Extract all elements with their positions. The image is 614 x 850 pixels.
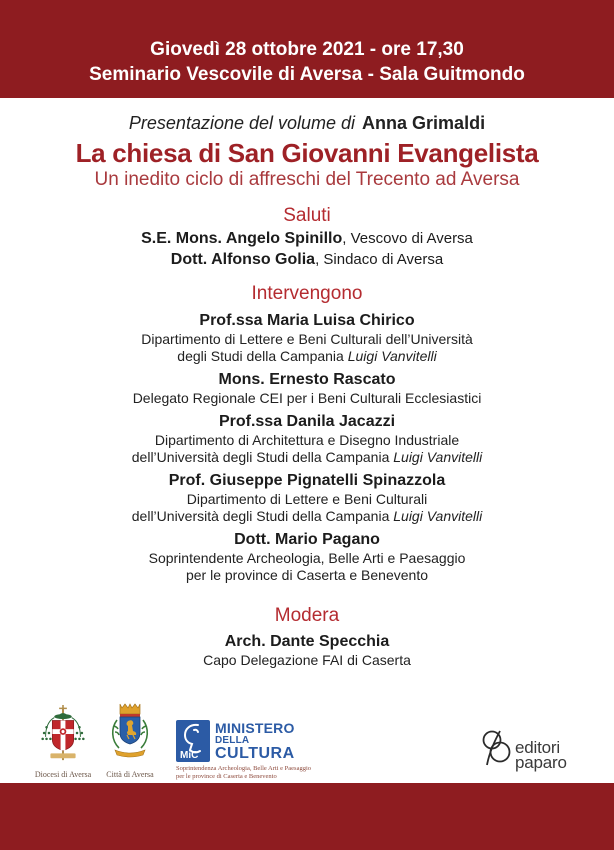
person-name: S.E. Mons. Angelo Spinillo bbox=[141, 230, 343, 247]
bottom-band bbox=[0, 783, 614, 850]
mic-wordmark-line2: DELLA bbox=[215, 734, 250, 746]
person-line bbox=[0, 228, 614, 249]
speaker-desc-line bbox=[0, 432, 614, 449]
mic-wordmark-line1: MINISTERO bbox=[215, 719, 295, 736]
desc-italic: Luigi Vanvitelli bbox=[393, 508, 483, 524]
citta-caption: Città di Aversa bbox=[106, 770, 154, 779]
desc-text: Delegato Regionale CEI per i Beni Culturali Ecclesiastici bbox=[132, 390, 482, 406]
diocesi-logo bbox=[34, 704, 92, 779]
citta-logo bbox=[103, 702, 157, 779]
book-title: La chiesa di San Giovanni Evangelista bbox=[75, 138, 539, 168]
speaker-block bbox=[0, 530, 614, 584]
desc-italic: Luigi Vanvitelli bbox=[347, 348, 437, 364]
desc-text: dell’Università degli Studi della Campania bbox=[131, 449, 394, 465]
desc-text: Dipartimento di Lettere e Beni Culturali bbox=[186, 491, 428, 507]
speaker-name: Prof.ssa Maria Luisa Chirico bbox=[199, 312, 415, 329]
mic-logo bbox=[176, 720, 356, 781]
mic-caption bbox=[176, 765, 356, 781]
speaker-desc-line bbox=[0, 567, 614, 584]
presentation-label: Presentazione del volume di bbox=[128, 113, 356, 133]
publisher-name bbox=[515, 740, 567, 771]
speaker-desc-line bbox=[0, 550, 614, 567]
citta-crest-icon bbox=[107, 702, 153, 764]
diocesi-crest-icon bbox=[37, 704, 89, 764]
mic-caption-line1: Soprintendenza Archeologia, Belle Arti e Paesaggio bbox=[176, 765, 312, 772]
event-date-line: Giovedì 28 ottobre 2021 - ore 17,30 bbox=[150, 39, 464, 60]
mic-logo-top bbox=[176, 720, 356, 762]
speaker-desc-line bbox=[0, 491, 614, 508]
desc-text: Dipartimento di Architettura e Disegno Industriale bbox=[154, 432, 460, 448]
publisher-name-line1: editori bbox=[515, 738, 560, 757]
paparo-logo bbox=[480, 728, 590, 771]
mic-wordmark-line3: CULTURA bbox=[215, 744, 295, 762]
mic-square-icon bbox=[176, 720, 210, 762]
speaker-desc-line bbox=[0, 390, 614, 407]
mic-square-label: MiC bbox=[180, 750, 199, 761]
footer-logos bbox=[0, 700, 614, 783]
speaker-desc-line bbox=[0, 348, 614, 365]
presentation-line bbox=[0, 112, 614, 134]
modera-role: Capo Delegazione FAI di Caserta bbox=[203, 652, 411, 668]
desc-text: per le province di Caserta e Benevento bbox=[185, 567, 429, 583]
speaker-desc-line bbox=[0, 449, 614, 466]
paparo-row bbox=[480, 728, 590, 771]
author-name: Anna Grimaldi bbox=[362, 113, 486, 133]
modera-name: Arch. Dante Specchia bbox=[224, 633, 390, 650]
speaker-block bbox=[0, 412, 614, 466]
speaker-name: Prof. Giuseppe Pignatelli Spinazzola bbox=[168, 472, 446, 489]
event-venue-line: Seminario Vescovile di Aversa - Sala Guitmondo bbox=[89, 64, 525, 85]
speaker-block bbox=[0, 471, 614, 525]
person-name: Dott. Alfonso Golia bbox=[170, 251, 316, 268]
desc-italic: Luigi Vanvitelli bbox=[393, 449, 483, 465]
speaker-desc-line bbox=[0, 331, 614, 348]
saluti-heading: Saluti bbox=[283, 205, 331, 226]
poster-body bbox=[0, 98, 614, 669]
speaker-desc-line bbox=[0, 508, 614, 525]
desc-text: dell’Università degli Studi della Campania bbox=[131, 508, 394, 524]
desc-text: degli Studi della Campania bbox=[177, 348, 348, 364]
desc-text: Dipartimento di Lettere e Beni Culturali dell’Università bbox=[141, 331, 473, 347]
person-role: , Sindaco di Aversa bbox=[315, 251, 444, 268]
person-role: , Vescovo di Aversa bbox=[342, 230, 473, 247]
desc-text: Soprintendente Archeologia, Belle Arti e Paesaggio bbox=[148, 550, 466, 566]
diocesi-caption: Diocesi di Aversa bbox=[34, 770, 92, 779]
speaker-block bbox=[0, 311, 614, 365]
person-line bbox=[0, 249, 614, 270]
publisher-name-line2: paparo bbox=[515, 753, 567, 772]
speaker-block bbox=[0, 370, 614, 407]
book-subtitle: Un inedito ciclo di affreschi del Trecento ad Aversa bbox=[94, 169, 520, 190]
mic-caption-line2: per le province di Caserta e Benevento bbox=[176, 773, 277, 780]
paparo-monogram-icon bbox=[480, 728, 514, 768]
top-band bbox=[0, 0, 614, 98]
modera-heading: Modera bbox=[274, 605, 340, 626]
speaker-name: Prof.ssa Danila Jacazzi bbox=[218, 413, 396, 430]
mic-wordmark bbox=[215, 721, 295, 762]
intervengono-heading: Intervengono bbox=[251, 283, 363, 304]
speaker-name: Dott. Mario Pagano bbox=[234, 531, 380, 548]
speaker-name: Mons. Ernesto Rascato bbox=[218, 371, 396, 388]
